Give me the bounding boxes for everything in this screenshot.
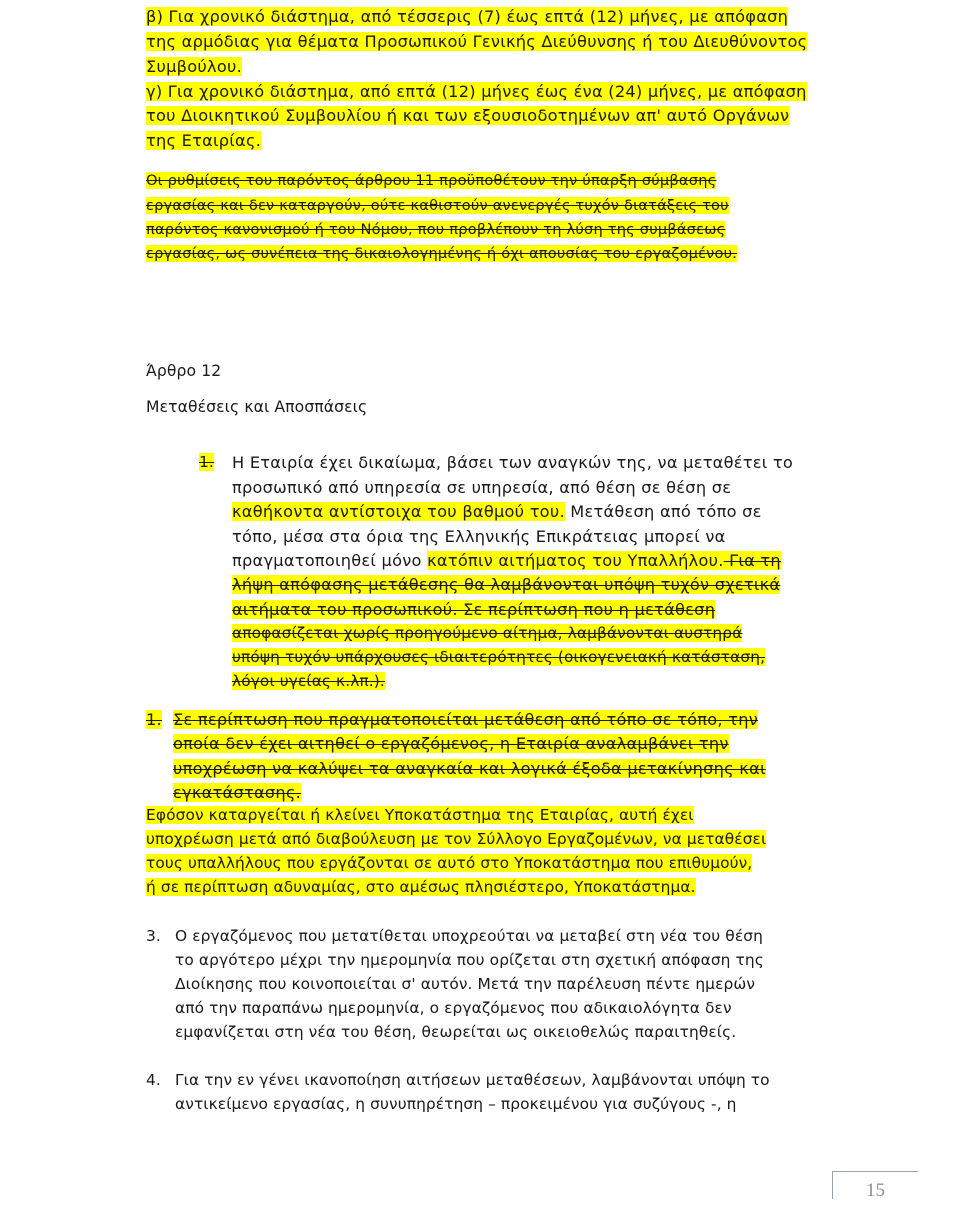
item-1-line: λόγοι υγείας κ.λπ.). [232, 672, 385, 690]
item-marker: 1. [199, 453, 214, 471]
struck-line: Οι ρυθμίσεις του παρόντος άρθρου 11 προϋποθέτουν την ύπαρξη σύμβασης [146, 172, 717, 189]
item-1-line: αποφασίζεται χωρίς προηγούμενο αίτημα, λαμβάνονται αυστηρά [232, 624, 743, 642]
item-marker: 4. [146, 1071, 161, 1089]
item-3-line: εμφανίζεται στη νέα του θέση, θεωρείται ως οικειοθελώς παραιτηθείς. [175, 1023, 737, 1041]
item-4-line: Για την εν γένει ικανοποίηση αιτήσεων μεταθέσεων, λαμβάνονται υπόψη το [175, 1071, 770, 1089]
branch-line: υποχρέωση μετά από διαβούλευση με τον Σύλλογο Εργαζομένων, να μεταθέσει [146, 830, 767, 848]
struck-line: εργασίας και δεν καταργούν, ούτε καθιστούν ανενεργές τυχόν διατάξεις του [146, 197, 729, 214]
item-1b-line: εγκατάστασης. [173, 783, 302, 802]
intro-line: Συμβούλου. [146, 57, 242, 76]
item-1-line: πραγματοποιηθεί μόνο κατόπιν αιτήματος του Υπαλλήλου. Για τη [232, 551, 781, 570]
item-marker: 3. [146, 927, 161, 945]
item-1-line: Η Εταιρία έχει δικαίωμα, βάσει των αναγκών της, να μεταθέτει το [232, 453, 794, 472]
article-title: Μεταθέσεις και Αποσπάσεις [146, 398, 368, 416]
branch-line: τους υπαλλήλους που εργάζονται σε αυτό στο Υποκατάστημα που επιθυμούν, [146, 854, 753, 872]
struck-line: εργασίας, ως συνέπεια της δικαιολογημένης ή όχι απουσίας του εργαζομένου. [146, 245, 738, 262]
item-1b-line: Σε περίπτωση που πραγματοποιείται μετάθεση από τόπο σε τόπο, την [173, 710, 759, 729]
item-3-line: το αργότερο μέχρι την ημερομηνία που ορίζεται στη σχετική απόφαση της [175, 951, 764, 969]
intro-line: του Διοικητικού Συμβουλίου ή και των εξουσιοδοτημένων απ' αυτό Οργάνων [146, 106, 790, 125]
item-3-line: Ο εργαζόμενος που μετατίθεται υποχρεούται να μεταβεί στη νέα του θέση [175, 927, 763, 945]
item-1-line: υπόψη τυχόν υπάρχουσες ιδιαιτερότητες (οικογενειακή κατάσταση, [232, 648, 766, 666]
intro-line: γ) Για χρονικό διάστημα, από επτά (12) μήνες έως ένα (24) μήνες, με απόφαση [146, 82, 807, 101]
intro-line: της Εταιρίας. [146, 131, 262, 150]
item-1-line: καθήκοντα αντίστοιχα του βαθμού του. Μετάθεση από τόπο σε [232, 502, 762, 521]
intro-line: β) Για χρονικό διάστημα, από τέσσερις (7) έως επτά (12) μήνες, με απόφαση [146, 7, 789, 26]
item-3-line: από την παραπάνω ημερομηνία, ο εργαζόμενος που αδικαιολόγητα δεν [175, 999, 732, 1017]
item-1-line: προσωπικό από υπηρεσία σε υπηρεσία, από θέση σε θέση σε [232, 478, 732, 497]
article-number: Άρθρο 12 [146, 362, 222, 380]
item-4-line: αντικείμενο εργασίας, η συνυπηρέτηση – προκειμένου για συζύγους -, η [175, 1095, 737, 1113]
branch-line: ή σε περίπτωση αδυναμίας, στο αμέσως πλησιέστερο, Υποκατάστημα. [146, 878, 696, 896]
item-1-line: λήψη απόφασης μετάθεσης θα λαμβάνονται υπόψη τυχόν σχετικά [232, 575, 781, 594]
intro-line: της αρμόδιας για θέματα Προσωπικού Γενικής Διεύθυνσης ή του Διευθύνοντος [146, 32, 808, 51]
item-1b-line: οποία δεν έχει αιτηθεί ο εργαζόμενος, η Εταιρία αναλαμβάνει την [173, 734, 729, 753]
item-1b-line: υποχρέωση να καλύψει τα αναγκαία και λογικά έξοδα μετακίνησης και [173, 759, 766, 778]
item-marker: 1. [146, 710, 162, 729]
branch-line: Εφόσον καταργείται ή κλείνει Υποκατάστημα της Εταιρίας, αυτή έχει [146, 806, 694, 824]
item-1-line: αιτήματα του προσωπικού. Σε περίπτωση που η μετάθεση [232, 600, 716, 619]
page-number: 15 [832, 1171, 918, 1199]
item-3-line: Διοίκησης που κοινοποιείται σ' αυτόν. Μετά την παρέλευση πέντε ημερών [175, 975, 756, 993]
item-1-line: τόπο, μέσα στα όρια της Ελληνικής Επικράτειας μπορεί να [232, 527, 726, 546]
struck-line: παρόντος κανονισμού ή του Νόμου, που προβλέπουν τη λύση της συμβάσεως [146, 221, 726, 238]
